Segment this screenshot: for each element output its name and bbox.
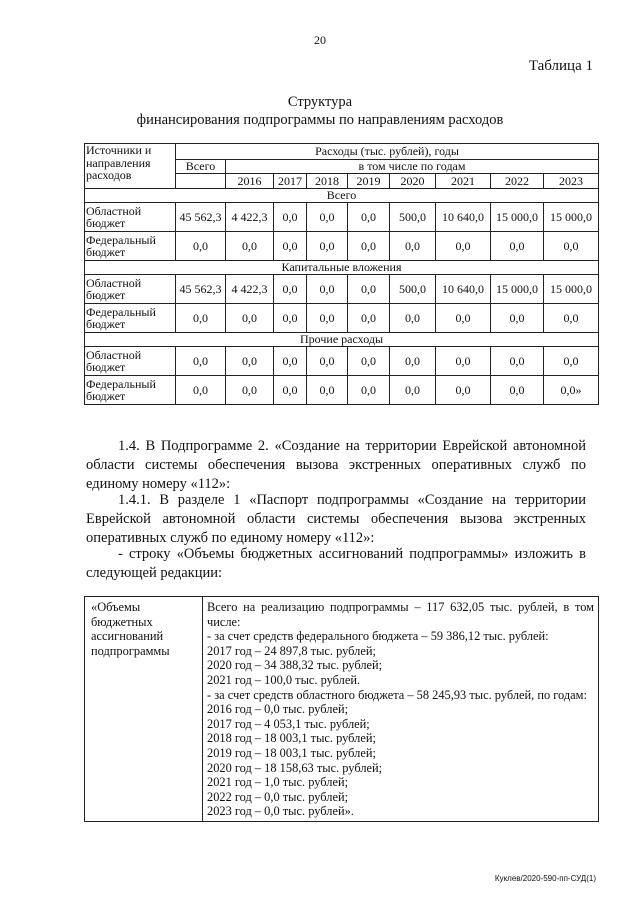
table-row xyxy=(85,347,599,376)
row-value: 0,0 xyxy=(348,347,390,376)
paragraph-1-4-1: 1.4.1. В разделе 1 «Паспорт подпрограммы «Создание на территории Еврейской автономной области системы обеспечения вызова экстренных оперативных служб по единому номеру «112»: xyxy=(86,492,586,546)
passport-line: - за счет средств областного бюджета – 58 245,93 тыс. рублей, по годам: xyxy=(207,687,587,702)
header-year-2019: 2019 xyxy=(348,174,390,189)
row-value: 500,0 xyxy=(390,203,436,232)
row-value: 0,0 xyxy=(274,347,307,376)
row-source: Федеральный бюджет xyxy=(85,304,176,333)
table-row xyxy=(85,304,599,333)
section-row xyxy=(85,261,599,275)
table-title-line-2: финансирования подпрограммы по направлениям расходов xyxy=(136,112,504,128)
budget-body xyxy=(85,189,599,405)
row-value: 0,0 xyxy=(176,347,226,376)
row-value: 0,0 xyxy=(274,275,307,304)
section-title: Всего xyxy=(85,189,599,203)
row-value: 0,0 xyxy=(348,376,390,405)
row-value: 0,0 xyxy=(348,275,390,304)
row-source: Федеральный бюджет xyxy=(85,232,176,261)
passport-label: «Объемы бюджетных ассигнований подпрограммы xyxy=(85,597,203,822)
row-value: 0,0 xyxy=(390,304,436,333)
passport-table xyxy=(84,596,599,822)
row-value: 0,0 xyxy=(176,376,226,405)
row-value: 15 000,0 xyxy=(491,275,544,304)
row-value: 15 000,0 xyxy=(544,203,599,232)
header-sources: Источники и направления расходов xyxy=(85,144,176,189)
row-value: 45 562,3 xyxy=(176,203,226,232)
row-value: 0,0 xyxy=(176,232,226,261)
row-value: 0,0 xyxy=(274,232,307,261)
section-title: Прочие расходы xyxy=(85,333,599,347)
row-value: 0,0 xyxy=(307,203,348,232)
passport-line: 2016 год – 0,0 тыс. рублей; xyxy=(207,702,349,717)
passport-line: Всего на реализацию подпрограммы – 117 632,05 тыс. рублей, в том числе: xyxy=(207,600,594,629)
passport-line: 2021 год – 1,0 тыс. рублей; xyxy=(207,775,349,790)
row-source: Федеральный бюджет xyxy=(85,376,176,405)
passport-line: 2018 год – 18 003,1 тыс. рублей; xyxy=(207,731,376,746)
row-value: 15 000,0 xyxy=(544,275,599,304)
passport-line: 2020 год – 18 158,63 тыс. рублей; xyxy=(207,760,383,775)
passport-line: 2017 год – 24 897,8 тыс. рублей; xyxy=(207,643,376,658)
passport-row xyxy=(85,597,599,822)
header-by-year: в том числе по годам xyxy=(226,160,599,174)
row-value: 0,0 xyxy=(226,232,274,261)
header-expenses: Расходы (тыс. рублей), годы xyxy=(176,144,599,160)
row-value: 0,0 xyxy=(436,347,491,376)
page-number: 20 xyxy=(314,33,326,47)
row-value: 0,0 xyxy=(348,232,390,261)
section-row xyxy=(85,333,599,347)
row-value: 0,0 xyxy=(436,376,491,405)
row-value: 0,0 xyxy=(274,304,307,333)
table-row xyxy=(85,376,599,405)
row-value: 0,0 xyxy=(491,304,544,333)
row-value: 0,0 xyxy=(307,347,348,376)
row-source: Областной бюджет xyxy=(85,275,176,304)
passport-line: 2020 год – 34 388,32 тыс. рублей; xyxy=(207,658,383,673)
row-value: 0,0 xyxy=(436,304,491,333)
row-value: 0,0 xyxy=(544,347,599,376)
row-value: 0,0 xyxy=(176,304,226,333)
table-row xyxy=(85,203,599,232)
row-value: 0,0 xyxy=(390,347,436,376)
paragraph-stroka: - строку «Объемы бюджетных ассигнований подпрограммы» изложить в следующей редакции: xyxy=(86,546,586,581)
row-value: 0,0 xyxy=(491,232,544,261)
paragraph-1-4: 1.4. В Подпрограмме 2. «Создание на территории Еврейской автономной области системы обеспечения вызова экстренных оперативных служб по единому номеру «112»: xyxy=(86,438,586,492)
footer-code: Куклев/2020-590-пп-СУД(1) xyxy=(494,874,596,883)
row-value: 0,0 xyxy=(307,275,348,304)
row-value: 0,0 xyxy=(436,232,491,261)
header-year-2021: 2021 xyxy=(436,174,491,189)
table-title-line-1: Структура xyxy=(287,94,353,110)
passport-line: - за счет средств федерального бюджета – 59 386,12 тыс. рублей: xyxy=(207,629,549,644)
row-value: 0,0 xyxy=(274,203,307,232)
row-value: 0,0 xyxy=(274,376,307,405)
row-value: 0,0 xyxy=(544,304,599,333)
row-value: 15 000,0 xyxy=(491,203,544,232)
passport-line: 2022 год – 0,0 тыс. рублей; xyxy=(207,789,349,804)
row-source: Областной бюджет xyxy=(85,203,176,232)
budget-table xyxy=(84,143,599,405)
row-value: 0,0 xyxy=(544,232,599,261)
row-value: 0,0 xyxy=(348,304,390,333)
header-total-empty xyxy=(176,174,226,189)
table-title xyxy=(0,93,640,129)
passport-line: 2017 год – 4 053,1 тыс. рублей; xyxy=(207,716,370,731)
row-value: 10 640,0 xyxy=(436,275,491,304)
section-row xyxy=(85,189,599,203)
row-value: 4 422,3 xyxy=(226,275,274,304)
row-value: 4 422,3 xyxy=(226,203,274,232)
row-value: 0,0 xyxy=(390,376,436,405)
passport-line: 2021 год – 100,0 тыс. рублей. xyxy=(207,672,361,687)
row-value: 0,0 xyxy=(348,203,390,232)
row-value: 0,0 xyxy=(390,232,436,261)
row-value: 0,0 xyxy=(491,376,544,405)
row-source: Областной бюджет xyxy=(85,347,176,376)
header-year-2016: 2016 xyxy=(226,174,274,189)
row-value: 0,0 xyxy=(226,304,274,333)
row-value: 0,0 xyxy=(307,304,348,333)
row-value: 0,0 xyxy=(226,376,274,405)
row-value: 0,0 xyxy=(491,347,544,376)
row-value: 10 640,0 xyxy=(436,203,491,232)
passport-content xyxy=(203,597,599,822)
row-value: 500,0 xyxy=(390,275,436,304)
row-value: 0,0» xyxy=(544,376,599,405)
section-title: Капитальные вложения xyxy=(85,261,599,275)
row-value: 45 562,3 xyxy=(176,275,226,304)
table-row xyxy=(85,275,599,304)
row-value: 0,0 xyxy=(307,232,348,261)
budget-header-row-1 xyxy=(85,144,599,160)
passport-line: 2023 год – 0,0 тыс. рублей». xyxy=(207,804,354,819)
header-year-2020: 2020 xyxy=(390,174,436,189)
header-year-2018: 2018 xyxy=(307,174,348,189)
header-year-2017: 2017 xyxy=(274,174,307,189)
header-year-2023: 2023 xyxy=(544,174,599,189)
table-label: Таблица 1 xyxy=(528,58,593,74)
row-value: 0,0 xyxy=(307,376,348,405)
header-year-2022: 2022 xyxy=(491,174,544,189)
row-value: 0,0 xyxy=(226,347,274,376)
table-row xyxy=(85,232,599,261)
passport-line: 2019 год – 18 003,1 тыс. рублей; xyxy=(207,745,376,760)
header-total: Всего xyxy=(176,160,226,174)
